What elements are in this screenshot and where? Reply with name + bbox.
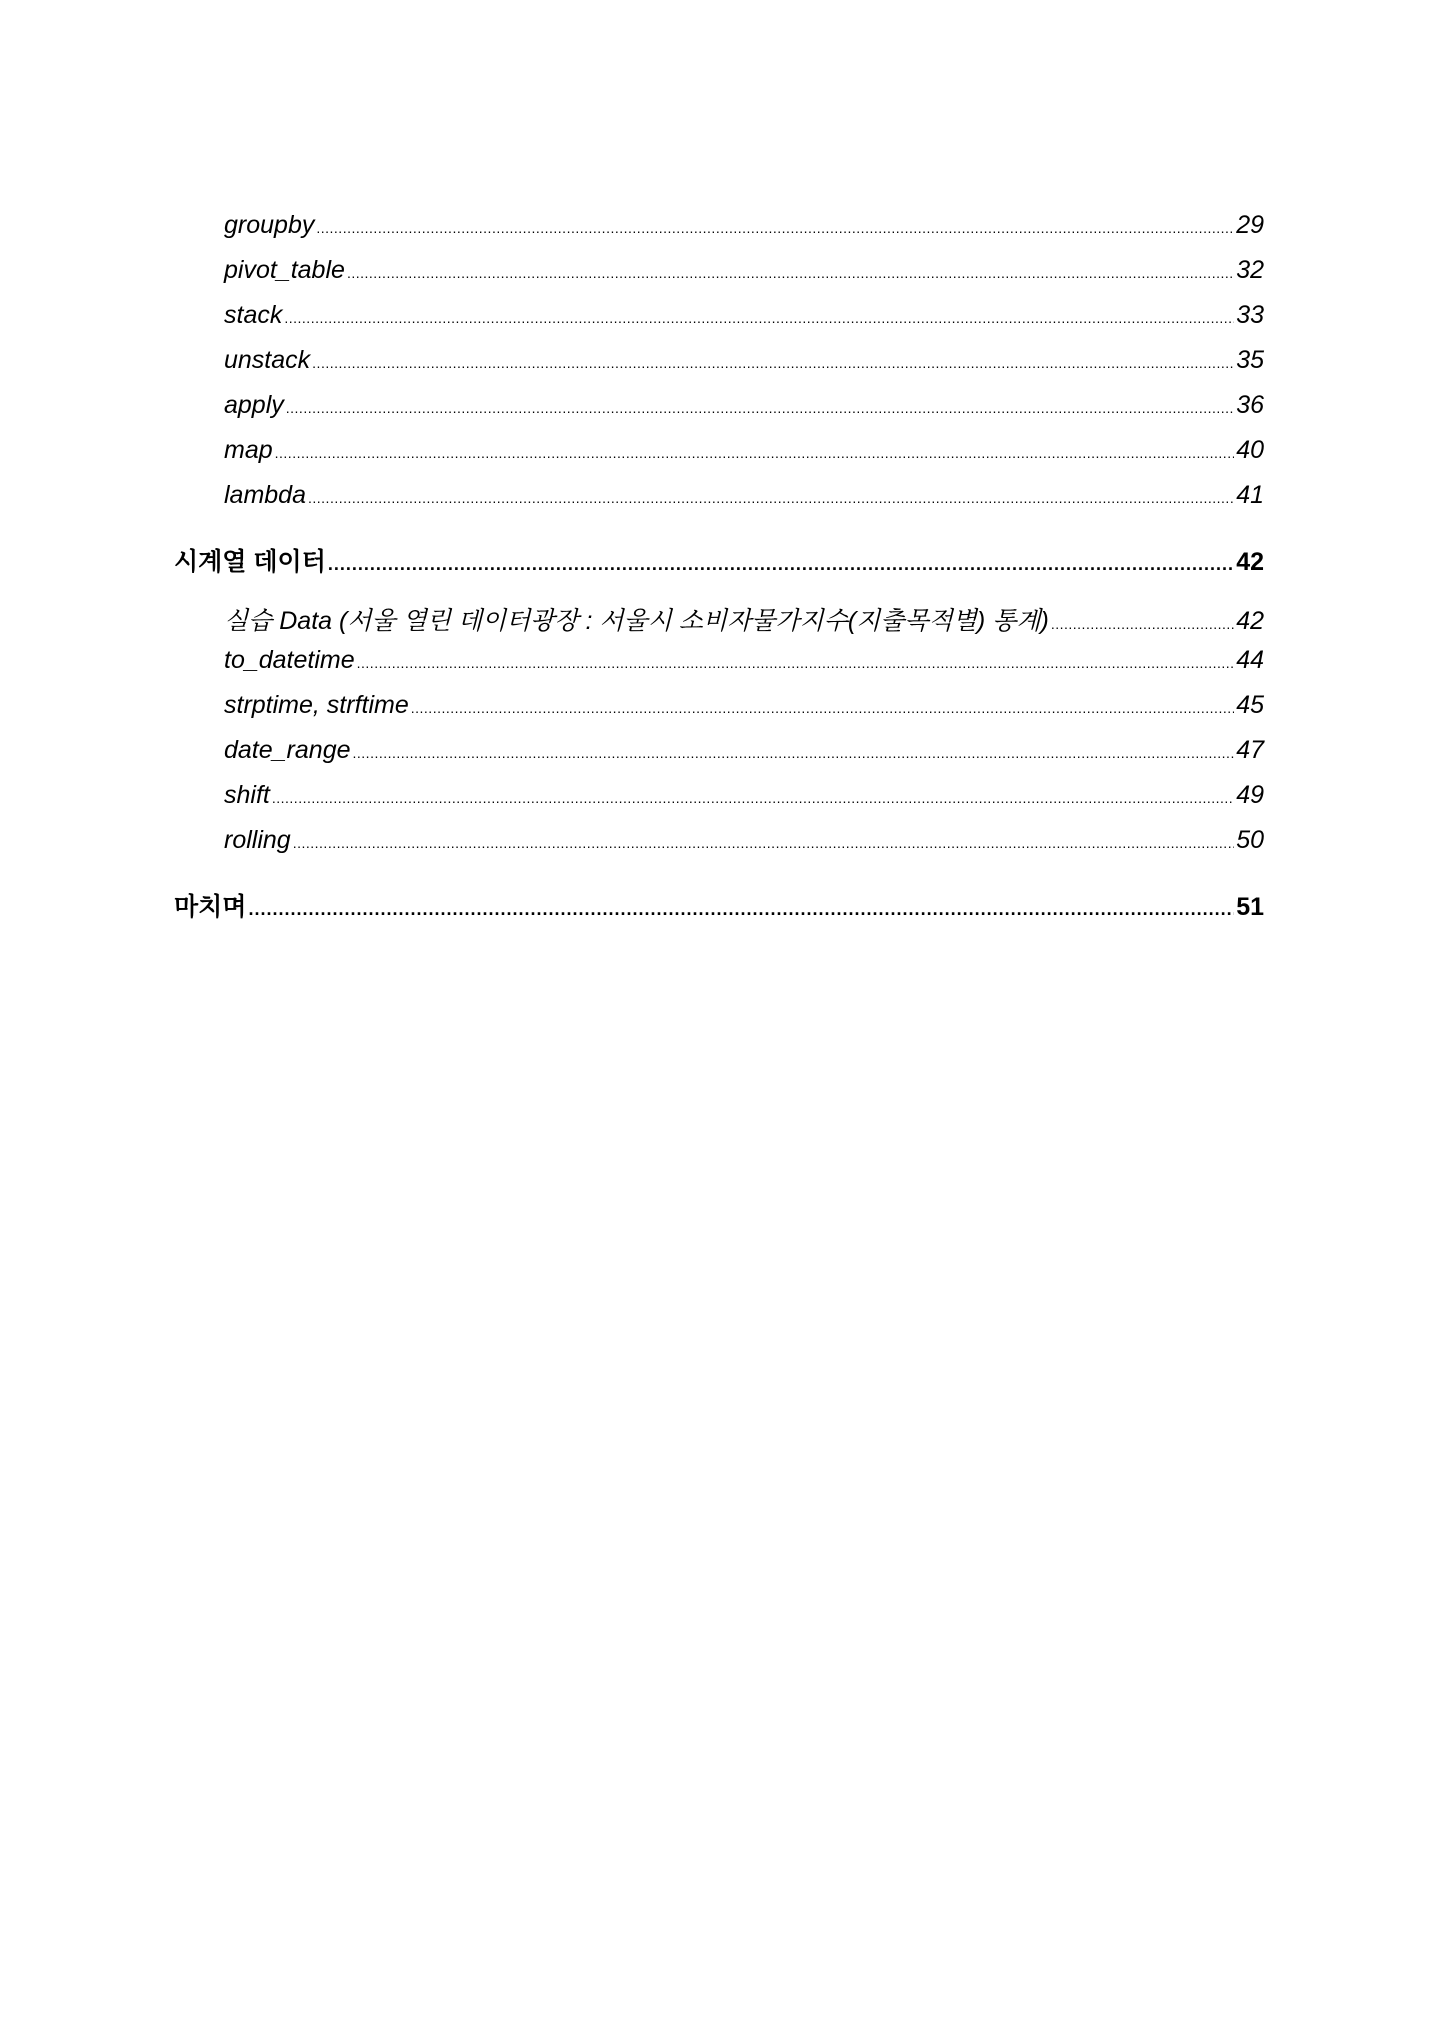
- toc-entry-label: date_range: [224, 736, 351, 764]
- toc-entry-rolling[interactable]: [224, 826, 1264, 855]
- toc-entry-label: pivot_table: [224, 256, 345, 284]
- dot-leader: [316, 220, 1234, 236]
- toc-entry-label: groupby: [224, 211, 315, 239]
- toc-entry-label: strptime, strftime: [224, 691, 409, 719]
- dot-leader: [328, 554, 1234, 575]
- toc-chapter-label: 마치며: [174, 893, 247, 921]
- toc-entry-date-range[interactable]: [224, 736, 1264, 765]
- toc-entry-map[interactable]: [224, 436, 1264, 465]
- dot-leader: [312, 355, 1234, 371]
- dot-leader: [353, 745, 1235, 761]
- dot-leader: [308, 490, 1234, 506]
- toc-chapter-page-number: 42: [1236, 548, 1264, 576]
- dot-leader: [1051, 616, 1234, 632]
- toc-entry-page-number: 29: [1236, 211, 1264, 239]
- toc-entry-label: lambda: [224, 481, 306, 509]
- toc-entry-practice-data[interactable]: [224, 601, 1264, 637]
- toc-entry-label: unstack: [224, 346, 311, 374]
- toc-entry-label: shift: [224, 781, 270, 809]
- dot-leader: [411, 700, 1234, 716]
- toc-entry-label: stack: [224, 301, 283, 329]
- toc-entry-page-number: 50: [1236, 826, 1264, 854]
- dot-leader: [272, 790, 1234, 806]
- toc-chapter-closing[interactable]: [174, 887, 1264, 923]
- toc-entry-to-datetime[interactable]: [224, 646, 1264, 675]
- toc-entry-label: rolling: [224, 826, 291, 854]
- toc-chapter-label: 시계열 데이터: [174, 548, 326, 576]
- dot-leader: [248, 899, 1234, 920]
- toc-entry-label: apply: [224, 391, 284, 419]
- toc-entry-label: map: [224, 436, 273, 464]
- toc-entry-apply[interactable]: [224, 391, 1264, 420]
- toc-entry-page-number: 41: [1236, 481, 1264, 509]
- toc-entry-stack[interactable]: [224, 301, 1264, 330]
- dot-leader: [357, 655, 1235, 671]
- toc-entry-unstack[interactable]: [224, 346, 1264, 375]
- toc-chapter-page-number: 51: [1236, 893, 1264, 921]
- toc-chapter-time-series[interactable]: [174, 542, 1264, 578]
- toc-entry-page-number: 32: [1236, 256, 1264, 284]
- toc-entry-label: 실습 Data (서울 열린 데이터광장 : 서울시 소비자물가지수(지출목적별) 통계): [224, 607, 1049, 635]
- toc-entry-lambda[interactable]: [224, 481, 1264, 510]
- toc-entry-label: to_datetime: [224, 646, 355, 674]
- dot-leader: [347, 265, 1234, 281]
- toc-entry-page-number: 47: [1236, 736, 1264, 764]
- toc-entry-page-number: 33: [1236, 301, 1264, 329]
- toc-entry-page-number: 35: [1236, 346, 1264, 374]
- dot-leader: [286, 400, 1234, 416]
- dot-leader: [293, 835, 1234, 851]
- dot-leader: [275, 445, 1235, 461]
- toc-entry-page-number: 44: [1236, 646, 1264, 674]
- toc-entry-strptime-strftime[interactable]: [224, 691, 1264, 720]
- toc-entry-groupby[interactable]: [224, 211, 1264, 240]
- dot-leader: [284, 310, 1234, 326]
- toc-entry-page-number: 40: [1236, 436, 1264, 464]
- toc-entry-shift[interactable]: [224, 781, 1264, 810]
- toc-entry-page-number: 42: [1236, 607, 1264, 635]
- toc-entry-page-number: 49: [1236, 781, 1264, 809]
- toc-entry-page-number: 36: [1236, 391, 1264, 419]
- toc-entry-page-number: 45: [1236, 691, 1264, 719]
- toc-entry-pivot-table[interactable]: [224, 256, 1264, 285]
